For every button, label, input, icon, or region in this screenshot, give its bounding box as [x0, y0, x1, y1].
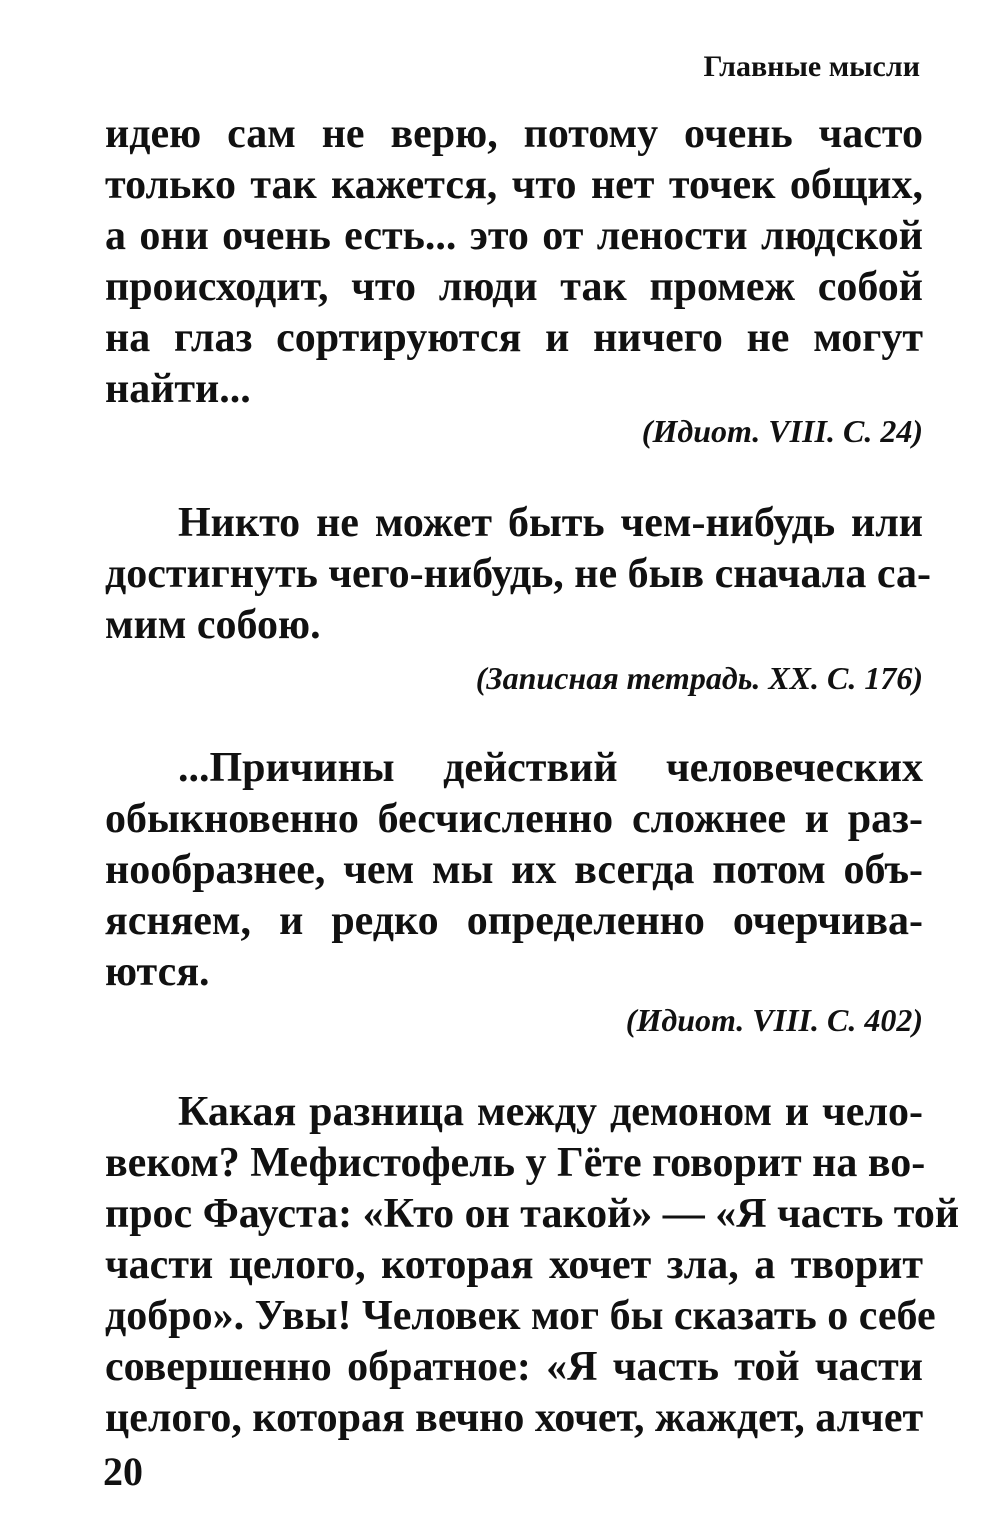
quote-2-citation: (Записная тетрадь. XX. С. 176): [475, 660, 923, 696]
quote-4-line-5: добро». Увы! Человек мог бы сказать о себе: [105, 1293, 936, 1339]
quote-4-line-7: целого, которая вечно хочет, жаждет, алчет: [105, 1395, 924, 1441]
quote-1-line-3: а они очень есть... это от лености людской: [105, 213, 923, 259]
quote-3-line-2: обыкновенно бесчисленно сложнее и раз-: [105, 796, 923, 842]
quote-2-line-3: мим собою.: [105, 602, 321, 648]
quote-4-line-2: веком? Мефистофель у Гёте говорит на во-: [105, 1140, 926, 1186]
quote-3-citation: (Идиот. VIII. С. 402): [625, 1002, 923, 1038]
quote-1-line-1: идею сам не верю, потому очень часто: [105, 111, 923, 157]
page-number: 20: [103, 1449, 143, 1494]
quote-3-line-5: ются.: [105, 949, 210, 995]
quote-2-line-1: Никто не может быть чем-нибудь или: [178, 500, 923, 546]
quote-3-line-1: ...Причины действий человеческих: [178, 745, 923, 791]
quote-3-line-3: нообразнее, чем мы их всегда потом объ-: [105, 847, 923, 893]
quote-4-line-3: прос Фауста: «Кто он такой» — «Я часть той: [105, 1191, 960, 1237]
quote-1-line-5: на глаз сортируются и ничего не могут: [105, 315, 923, 361]
quote-1-line-4: происходит, что люди так промеж собой: [105, 264, 923, 310]
running-head: Главные мысли: [703, 50, 920, 83]
quote-3-line-4: ясняем, и редко определенно очерчива-: [105, 898, 923, 944]
quote-1-line-2: только так кажется, что нет точек общих,: [105, 162, 923, 208]
quote-2-line-2: достигнуть чего-нибудь, не быв сначала са-: [105, 551, 932, 597]
quote-4-line-6: совершенно обратное: «Я часть той части: [105, 1344, 923, 1390]
quote-1-citation: (Идиот. VIII. С. 24): [641, 413, 923, 449]
quote-1-line-6: найти...: [105, 366, 251, 412]
quote-4-line-1: Какая разница между демоном и чело-: [178, 1089, 923, 1135]
quote-4-line-4: части целого, которая хочет зла, а творит: [105, 1242, 923, 1288]
